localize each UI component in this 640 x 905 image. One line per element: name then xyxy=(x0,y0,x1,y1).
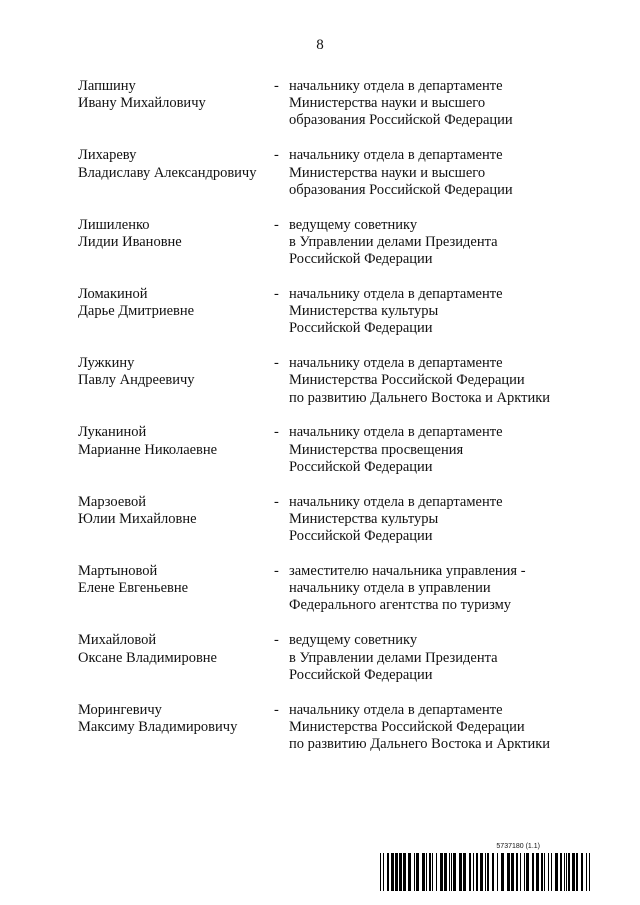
list-item xyxy=(78,494,578,563)
separator-dash: - xyxy=(274,147,279,164)
surname: Михайловой xyxy=(78,632,157,649)
position-title xyxy=(289,494,579,546)
list-item xyxy=(78,147,578,216)
separator-dash: - xyxy=(274,355,279,372)
position-title xyxy=(289,424,579,476)
list-item xyxy=(78,632,578,701)
surname: Лапшину xyxy=(78,78,136,94)
list-item xyxy=(78,217,578,286)
list-item xyxy=(78,355,578,424)
position-line: ведущему советнику xyxy=(289,632,418,649)
position-line: начальнику отдела в департаменте xyxy=(289,78,503,94)
appointee-list xyxy=(78,78,578,771)
given-names: Владиславу Александровичу xyxy=(78,164,257,181)
separator-dash: - xyxy=(274,563,279,580)
position-line: Министерства просвещения xyxy=(289,441,464,458)
separator-dash: - xyxy=(274,216,279,233)
page-number: 8 xyxy=(316,37,324,53)
barcode-code: 5737180 (1.1) xyxy=(496,843,540,850)
position-line: Российской Федерации xyxy=(289,320,433,337)
surname: Марзоевой xyxy=(78,493,147,510)
given-names: Марианне Николаевне xyxy=(78,441,218,458)
position-line: Министерства Российской Федерации xyxy=(289,718,525,735)
person-name xyxy=(78,632,268,666)
separator-dash: - xyxy=(274,493,279,510)
position-line: Российской Федерации xyxy=(289,251,433,267)
surname: Лужкину xyxy=(78,355,135,372)
surname: Ломакиной xyxy=(78,285,148,302)
given-names: Ивану Михайловичу xyxy=(78,95,206,112)
position-title xyxy=(289,632,579,684)
document-barcode xyxy=(380,843,592,891)
position-title xyxy=(289,355,579,407)
position-line: Российской Федерации xyxy=(289,528,433,545)
position-line: Министерства науки и высшего xyxy=(289,164,486,181)
surname: Лишиленко xyxy=(78,216,150,233)
position-line: Федерального агентства по туризму xyxy=(289,597,512,614)
position-line: образования Российской Федерации xyxy=(289,112,513,129)
position-line: начальнику отдела в департаменте xyxy=(289,355,503,372)
position-line: начальнику отдела в департаменте xyxy=(289,285,503,302)
given-names: Лидии Ивановне xyxy=(78,233,182,250)
given-names: Максиму Владимировичу xyxy=(78,718,238,735)
separator-dash: - xyxy=(274,78,279,94)
person-name xyxy=(78,78,268,112)
position-line: Министерства науки и высшего xyxy=(289,95,486,112)
position-line: по развитию Дальнего Востока и Арктики xyxy=(289,736,551,753)
position-title xyxy=(289,702,579,754)
position-title xyxy=(289,78,579,130)
given-names: Юлии Михайловне xyxy=(78,510,197,527)
given-names: Дарье Дмитриевне xyxy=(78,303,195,320)
person-name xyxy=(78,563,268,597)
given-names: Павлу Андреевичу xyxy=(78,372,195,389)
position-line: образования Российской Федерации xyxy=(289,181,513,198)
position-line: Российской Федерации xyxy=(289,666,433,683)
position-line: по развитию Дальнего Востока и Арктики xyxy=(289,389,551,406)
person-name xyxy=(78,424,268,458)
barcode-image xyxy=(380,853,592,891)
list-item xyxy=(78,286,578,355)
position-line: начальнику отдела в департаменте xyxy=(289,701,503,718)
position-title xyxy=(289,147,579,199)
list-item xyxy=(78,702,578,771)
separator-dash: - xyxy=(274,424,279,441)
list-item xyxy=(78,563,578,632)
position-line: Министерства культуры xyxy=(289,303,439,320)
position-line: начальнику отдела в управлении xyxy=(289,580,491,597)
surname: Луканиной xyxy=(78,424,147,441)
surname: Лихареву xyxy=(78,147,137,164)
person-name xyxy=(78,286,268,320)
position-line: начальнику отдела в департаменте xyxy=(289,424,503,441)
surname: Мартыновой xyxy=(78,563,158,580)
person-name xyxy=(78,702,268,736)
person-name xyxy=(78,494,268,528)
position-title xyxy=(289,563,579,615)
position-title xyxy=(289,217,579,269)
position-line: Министерства Российской Федерации xyxy=(289,372,525,389)
position-line: начальнику отдела в департаменте xyxy=(289,147,503,164)
separator-dash: - xyxy=(274,285,279,302)
position-line: начальнику отдела в департаменте xyxy=(289,493,503,510)
person-name xyxy=(78,217,268,251)
list-item xyxy=(78,424,578,493)
position-line: Российской Федерации xyxy=(289,458,433,475)
position-line: Министерства культуры xyxy=(289,510,439,527)
position-line: заместителю начальника управления - xyxy=(289,563,526,580)
surname: Морингевичу xyxy=(78,701,162,718)
position-line: ведущему советнику xyxy=(289,216,418,233)
position-title xyxy=(289,286,579,338)
given-names: Елене Евгеньевне xyxy=(78,580,189,597)
list-item xyxy=(78,78,578,147)
position-line: в Управлении делами Президента xyxy=(289,233,498,250)
person-name xyxy=(78,147,268,181)
position-line: в Управлении делами Президента xyxy=(289,649,498,666)
person-name xyxy=(78,355,268,389)
separator-dash: - xyxy=(274,701,279,718)
given-names: Оксане Владимировне xyxy=(78,649,217,666)
separator-dash: - xyxy=(274,632,279,649)
